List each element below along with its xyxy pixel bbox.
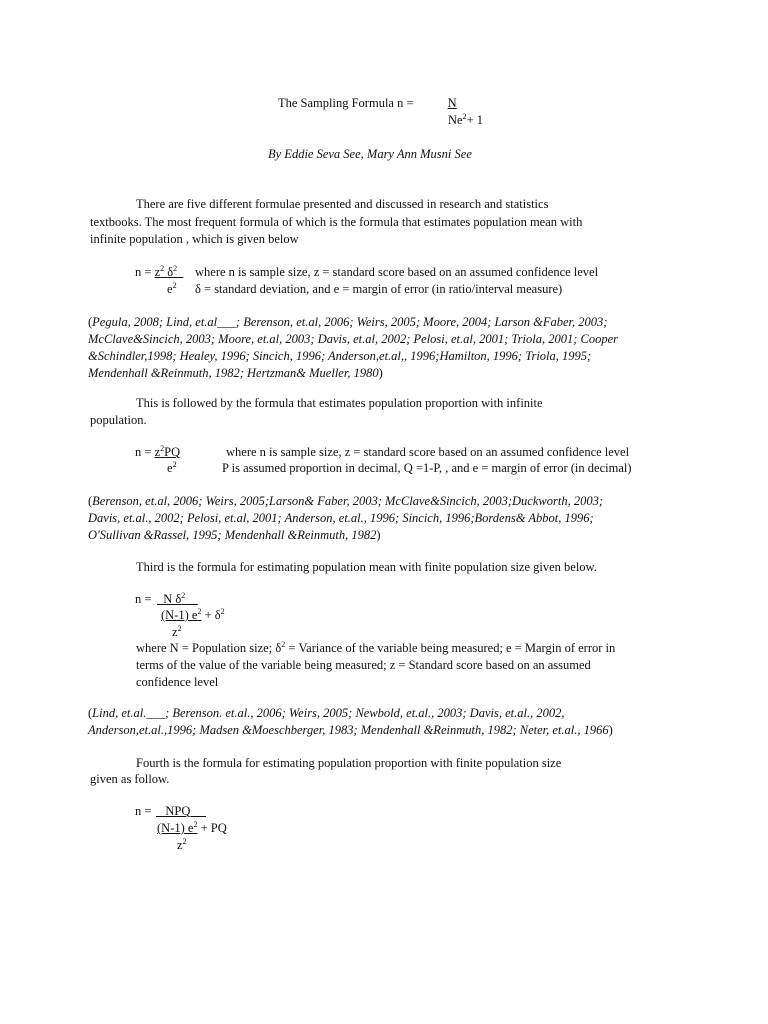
citation-block-3 bbox=[88, 705, 688, 739]
formula-3-numerator bbox=[157, 591, 198, 608]
title-den-exp: 2 bbox=[462, 112, 467, 121]
formula-3-where-3: confidence level bbox=[136, 675, 219, 689]
f4-num: NPQ bbox=[165, 804, 191, 818]
para-4-line-2: given as follow. bbox=[90, 772, 170, 786]
formula-3-middle bbox=[161, 607, 225, 624]
f1-z: z bbox=[154, 265, 161, 279]
f4-mid-b: + PQ bbox=[200, 821, 227, 835]
cite3-line-2: Anderson,et.al.,1996; Madsen &Moeschberger, 1983; Mendenhall &Reinmuth, 1982; Neter, et.al., 1966 bbox=[88, 723, 609, 737]
formula-1 bbox=[135, 264, 183, 281]
cite3-line-1: Lind, et.al.___; Berenson. et.al., 2006; Weirs, 2005; Newbold, et.al., 2003; Davis, et.al., 2002, bbox=[92, 706, 565, 720]
formula-2-lhs: n = bbox=[135, 445, 152, 459]
f4-mid-exp: 2 bbox=[193, 820, 198, 829]
title-den-tail: + 1 bbox=[466, 113, 484, 127]
formula-4-denominator bbox=[177, 837, 187, 854]
intro-line-1: There are five different formulae presented and discussed in research and statistics bbox=[136, 197, 549, 211]
formula-1-denominator bbox=[167, 281, 177, 298]
f3-mid-a: (N-1) e bbox=[161, 608, 198, 622]
cite2-line-3: O'Sullivan &Rassel, 1995; Mendenhall &Reinmuth, 1982 bbox=[88, 528, 377, 542]
formula-3-lhs: n = bbox=[135, 592, 152, 606]
f1-z-exp: 2 bbox=[160, 264, 165, 273]
f3-where-exp: 2 bbox=[281, 640, 286, 649]
formula-4-numerator bbox=[156, 803, 206, 820]
cite1-close: ) bbox=[378, 366, 383, 380]
f2-z-exp: 2 bbox=[160, 444, 165, 453]
formula-4-middle bbox=[157, 820, 227, 837]
f3-mid-b: + δ bbox=[204, 608, 221, 622]
citation-block-2 bbox=[88, 493, 688, 544]
formula-3-where-2: terms of the value of the variable being measured; z = Standard score based on an assumed bbox=[136, 658, 591, 672]
f3-where-b: = Variance of the variable being measured; e = Margin of error in bbox=[285, 641, 616, 655]
f3-mid-exp: 2 bbox=[197, 607, 202, 616]
para-3: Third is the formula for estimating population mean with finite population size given below. bbox=[136, 560, 597, 574]
cite1-line-3: &Schindler,1998; Healey, 1996; Sincich, 1996; Anderson,et.al,, 1996;Hamilton, 1996; Triola, 1995; bbox=[88, 349, 592, 363]
f3-den: z bbox=[172, 625, 178, 639]
f3-mid-b-exp: 2 bbox=[220, 607, 225, 616]
cite3-close: ) bbox=[608, 723, 613, 737]
f1-delta-exp: 2 bbox=[173, 264, 178, 273]
formula-2-numerator bbox=[155, 445, 181, 459]
cite1-line-4: Mendenhall &Reinmuth, 1982; Hertzman& Mueller, 1980 bbox=[88, 366, 379, 380]
f1-delta: δ bbox=[167, 265, 174, 279]
cite3-open: ( bbox=[88, 706, 93, 720]
intro-line-2: textbooks. The most frequent formula of which is the formula that estimates population mean with bbox=[90, 215, 583, 229]
formula-2-denominator bbox=[167, 460, 177, 477]
title-numerator: N bbox=[447, 96, 457, 110]
para-2-line-1: This is followed by the formula that estimates population proportion with infinite bbox=[136, 396, 543, 410]
f3-num: N δ bbox=[163, 592, 182, 606]
f4-den-exp: 2 bbox=[182, 837, 187, 846]
formula-1-desc-2: δ = standard deviation, and e = margin of error (in ratio/interval measure) bbox=[195, 282, 563, 296]
f2-pq: PQ bbox=[164, 445, 181, 459]
cite2-close: ) bbox=[376, 528, 381, 542]
formula-2 bbox=[135, 444, 180, 461]
byline: By Eddie Seva See, Mary Ann Musni See bbox=[268, 147, 472, 161]
f2-z: z bbox=[154, 445, 161, 459]
f3-num-exp: 2 bbox=[181, 591, 186, 600]
formula-1-numerator bbox=[155, 265, 184, 279]
f3-den-exp: 2 bbox=[177, 624, 182, 633]
f4-den: z bbox=[177, 838, 183, 852]
formula-2-desc-1: where n is sample size, z = standard score based on an assumed confidence level bbox=[226, 445, 630, 459]
document-title bbox=[278, 95, 461, 112]
cite1-line-2: McClave&Sincich, 2003; Moore, et.al, 2003; Davis, et.al, 2002; Pelosi, et.al, 2001; Triola, 2001; Cooper bbox=[88, 332, 619, 346]
f2-e: e bbox=[167, 461, 173, 475]
f3-where-a: where N = Population size; δ bbox=[136, 641, 282, 655]
title-prefix: The Sampling Formula n = bbox=[278, 96, 414, 110]
cite1-line-1: Pegula, 2008; Lind, et.al___; Berenson, et.al, 2006; Weirs, 2005; Moore, 2004; Larson &Faber, 2003; bbox=[92, 315, 608, 329]
f1-e: e bbox=[167, 282, 173, 296]
f4-mid-a: (N-1) e bbox=[157, 821, 194, 835]
formula-3-denominator bbox=[172, 624, 182, 641]
formula-2-desc-2: P is assumed proportion in decimal, Q =1-P, , and e = margin of error (in decimal) bbox=[222, 461, 632, 475]
para-4-line-1: Fourth is the formula for estimating population proportion with finite population size bbox=[136, 756, 562, 770]
citation-block-1 bbox=[88, 314, 688, 382]
cite1-open: ( bbox=[88, 315, 93, 329]
cite2-line-1: Berenson, et.al, 2006; Weirs, 2005;Larson& Faber, 2003; McClave&Sincich, 2003;Duckworth, 2003; bbox=[92, 494, 603, 508]
intro-line-3: infinite population , which is given below bbox=[90, 232, 299, 246]
f2-e-exp: 2 bbox=[172, 460, 177, 469]
cite2-open: ( bbox=[88, 494, 93, 508]
formula-4-lhs: n = bbox=[135, 804, 152, 818]
formula-1-lhs: n = bbox=[135, 265, 152, 279]
f1-e-exp: 2 bbox=[172, 281, 177, 290]
cite2-line-2: Davis, et.al., 2002; Pelosi, et.al, 2001; Anderson, et.al., 1996; Sincich, 1996;Bordens& Abbot, 1996; bbox=[88, 511, 594, 525]
title-denominator bbox=[448, 112, 483, 129]
title-den-base: Ne bbox=[448, 113, 463, 127]
para-2-line-2: population. bbox=[90, 413, 147, 427]
formula-3-where-1 bbox=[136, 640, 615, 657]
formula-1-desc-1: where n is sample size, z = standard score based on an assumed confidence level bbox=[195, 265, 599, 279]
